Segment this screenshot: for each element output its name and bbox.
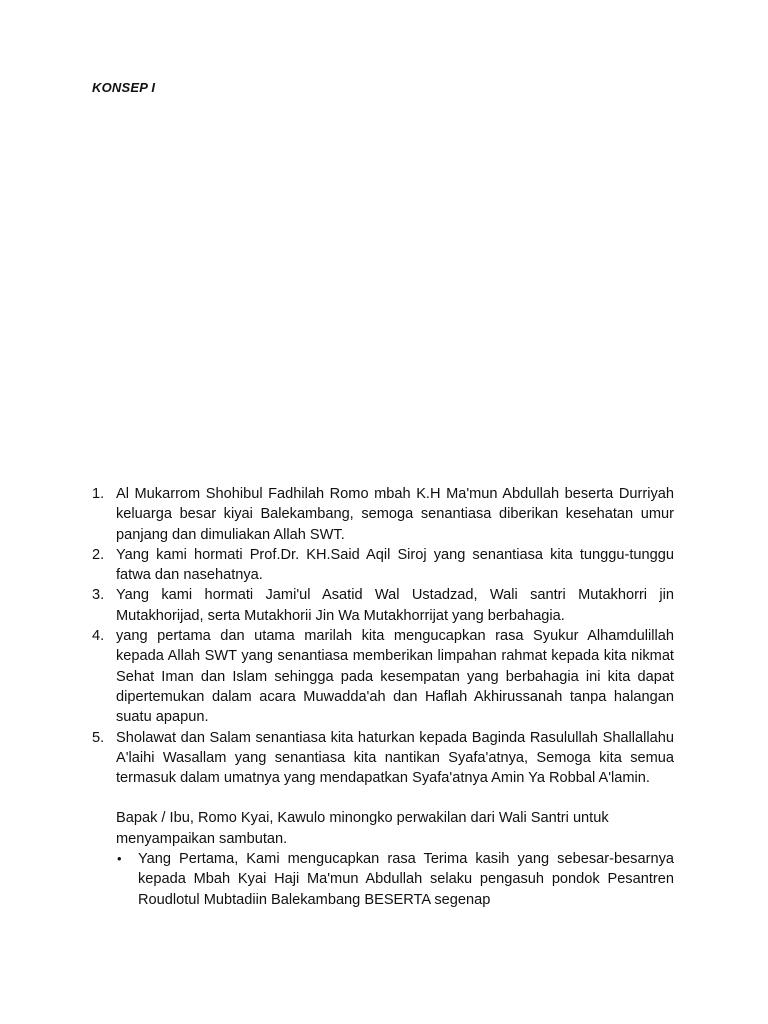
list-item (92, 585, 674, 626)
bullet-list (92, 849, 674, 910)
bullet-icon: • (117, 851, 122, 867)
document-heading: KONSEP I (92, 80, 156, 95)
list-item (92, 545, 674, 586)
list-number: 1. (92, 486, 105, 502)
list-number: 2. (92, 546, 105, 563)
list-number: 5. (92, 729, 105, 746)
list-item-text: Al Mukarrom Shohibul Fadhilah Romo mbah K.H Ma'mun Abdullah beserta Durriyah keluarga besar kiyai Balekambang, semoga senantiasa diberikan kesehatan umur panjang dan dimuliakan Allah SWT. (116, 486, 674, 543)
list-item (92, 626, 674, 727)
speech-intro-paragraph: Bapak / Ibu, Romo Kyai, Kawulo minongko perwakilan dari Wali Santri untuk menyampaikan sambutan. (116, 810, 609, 847)
bullet-item (116, 849, 674, 910)
list-item (92, 484, 674, 545)
numbered-list (92, 484, 674, 788)
list-item (92, 728, 674, 789)
list-item-text: Yang kami hormati Jami'ul Asatid Wal Ustadzad, Wali santri Mutakhorri jin Mutakhorijad, serta Mutakhorii Jin Wa Mutakhorrijat yang berbahagia. (116, 587, 674, 624)
list-item-text: Yang kami hormati Prof.Dr. KH.Said Aqil Siroj yang senantiasa kita tunggu-tunggu fatwa dan nasehatnya. (116, 546, 674, 584)
document-body (92, 484, 674, 910)
list-number: 3. (92, 587, 105, 604)
list-number: 4. (92, 628, 105, 645)
list-item-text: Sholawat dan Salam senantiasa kita haturkan kepada Baginda Rasulullah Shallallahu A'laihi Wasallam yang senantiasa kita nantikan Syafa'atnya, Semoga kita semua termasuk dalam umatnya yang mendapatkan Syafa'atnya Amin Ya Robbal A'lamin. (116, 729, 674, 787)
bullet-item-text: Yang Pertama, Kami mengucapkan rasa Terima kasih yang sebesar-besarnya kepada Mbah Kyai Haji Ma'mun Abdullah selaku pengasuh pondok Pesantren Roudlotul Mubtadiin Balekambang BESERTA segenap (138, 851, 674, 908)
list-item-text: yang pertama dan utama marilah kita mengucapkan rasa Syukur Alhamdulillah kepada Allah SWT yang senantiasa memberikan limpahan rahmat kepada kita nikmat Sehat Iman dan Islam sehingga pada kesempatan yang berbahagia ini kita dapat dipertemukan dalam acara Muwadda'ah dan Haflah Akhirussanah tanpa halangan suatu apapun. (116, 628, 674, 726)
